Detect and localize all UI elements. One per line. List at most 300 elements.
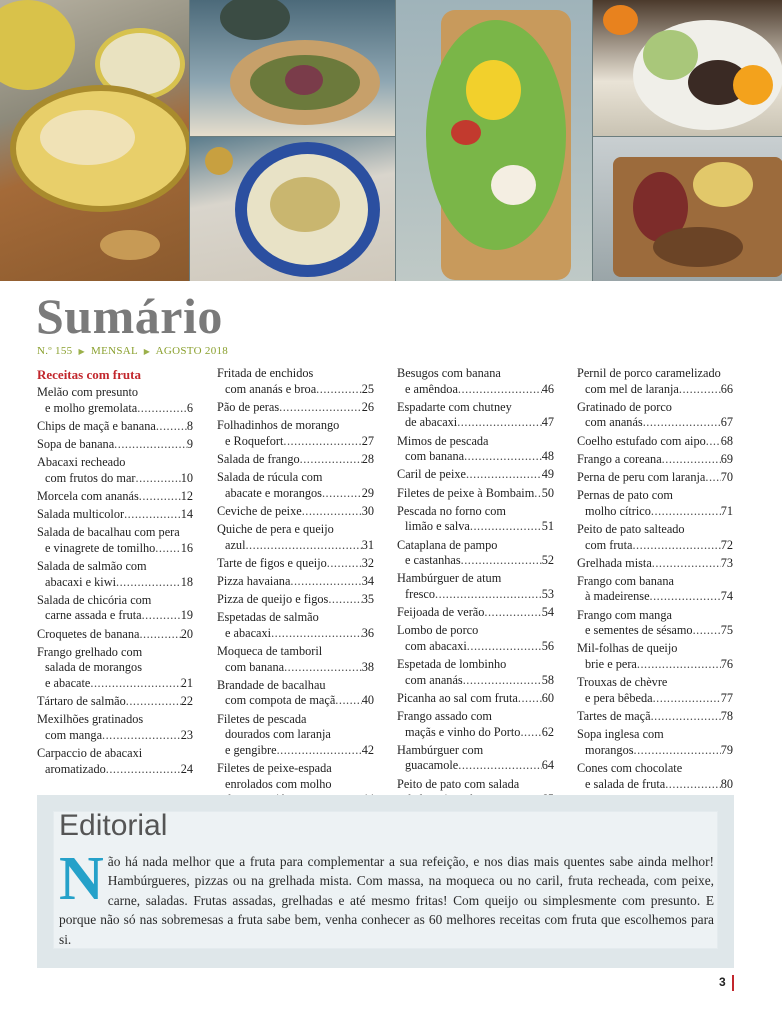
entry-last-line xyxy=(37,489,193,505)
dot-leader xyxy=(652,556,721,572)
entry-last-line xyxy=(37,507,193,523)
dot-leader xyxy=(435,587,542,603)
entry-page-number: 49 xyxy=(541,467,554,482)
entry-last-line xyxy=(217,556,374,572)
entry-title-line: com ananás e broa xyxy=(225,381,317,396)
entry-title-line: e abacaxi xyxy=(225,625,272,640)
entry-page-number: 22 xyxy=(180,694,193,709)
entry-page-number: 62 xyxy=(541,724,554,739)
dot-leader xyxy=(458,758,541,774)
dot-leader xyxy=(518,691,542,707)
entry-title-line: Pernil de porco caramelizado xyxy=(577,366,721,380)
dot-leader xyxy=(90,676,180,692)
entry-title-line: Cataplana de pampo xyxy=(397,537,498,552)
contents-entry xyxy=(37,694,193,710)
entry-last-line xyxy=(217,592,374,608)
dot-leader xyxy=(706,434,721,450)
entry-page-number: 29 xyxy=(361,485,374,500)
entry-page-number: 8 xyxy=(186,418,193,433)
entry-page-number: 19 xyxy=(180,608,193,623)
dot-leader xyxy=(643,415,721,431)
entry-page-number: 73 xyxy=(720,555,733,570)
entry-page-number: 51 xyxy=(541,519,554,534)
photo-stuffed-pineapple xyxy=(0,0,189,281)
contents-entry xyxy=(397,605,554,621)
contents-entry xyxy=(397,657,554,688)
entry-page-number: 80 xyxy=(720,776,733,791)
editorial-title: Editorial xyxy=(59,809,168,842)
entry-last-line xyxy=(37,401,193,417)
photo-fish-plate xyxy=(190,137,395,281)
entry-title-line: limão e salva xyxy=(405,519,470,534)
entry-last-line xyxy=(217,452,374,468)
contents-entry xyxy=(217,712,374,759)
entry-title-line: Frango grelhado com xyxy=(37,644,143,659)
dot-leader xyxy=(300,452,362,468)
contents-entry xyxy=(397,571,554,602)
contents-entry xyxy=(397,623,554,654)
entry-title-line: Pescada no forno com xyxy=(397,503,506,518)
contents-entry xyxy=(397,709,554,740)
entry-last-line xyxy=(37,608,193,624)
entry-title-line: Filetes de peixe-espada xyxy=(217,760,332,775)
entry-last-line xyxy=(217,626,374,642)
dot-leader xyxy=(277,743,362,759)
entry-last-line xyxy=(577,743,733,759)
entry-page-number: 46 xyxy=(541,381,554,396)
entry-page-number: 56 xyxy=(541,638,554,653)
entry-page-number: 78 xyxy=(720,709,733,723)
entry-page-number: 38 xyxy=(361,659,374,674)
dot-leader xyxy=(139,627,180,643)
contents-entry xyxy=(577,522,733,553)
entry-title-line: Croquetes de banana xyxy=(37,626,140,641)
dot-leader xyxy=(665,777,720,793)
entry-page-number: 27 xyxy=(361,433,374,448)
entry-title-line: Salada de rúcula com xyxy=(217,469,323,484)
contents-entry xyxy=(577,452,733,468)
entry-title-line: Abacaxi recheado xyxy=(37,455,126,470)
entry-title-line: Caril de peixe xyxy=(397,467,466,482)
entry-last-line xyxy=(577,691,733,707)
entry-page-number: 31 xyxy=(361,537,374,552)
entry-title-line: Feijoada de verão xyxy=(397,605,485,620)
dot-leader xyxy=(662,452,721,468)
dot-leader xyxy=(650,589,721,605)
entry-title-line: e castanhas xyxy=(405,553,461,568)
entry-page-number: 67 xyxy=(720,415,733,430)
entry-page-number: 10 xyxy=(180,470,193,485)
entry-last-line xyxy=(577,777,733,793)
entry-last-line xyxy=(397,673,554,689)
entry-page-number: 58 xyxy=(541,672,554,687)
contents-entry xyxy=(37,559,193,590)
entry-title-line: Fritada de enchidos xyxy=(217,366,314,380)
entry-title-line: com ananás xyxy=(585,415,643,430)
photo-colorful-salad xyxy=(396,0,592,281)
contents-entry xyxy=(577,709,733,725)
entry-last-line xyxy=(397,486,554,502)
contents-entry xyxy=(577,470,733,486)
contents-entry xyxy=(577,556,733,572)
entry-title-line: Brandade de bacalhau xyxy=(217,677,326,692)
entry-page-number: 26 xyxy=(361,399,374,414)
entry-page-number: 76 xyxy=(720,657,733,672)
food-photo-strip xyxy=(0,0,782,281)
entry-last-line xyxy=(217,504,374,520)
entry-title-line: Coelho estufado com aipo xyxy=(577,433,706,448)
contents-entry xyxy=(397,467,554,483)
entry-page-number: 71 xyxy=(720,503,733,518)
entry-last-line xyxy=(577,452,733,468)
entry-title-line: Pão de peras xyxy=(217,399,280,414)
contents-column-2 xyxy=(217,366,374,810)
contents-entry xyxy=(37,437,193,453)
entry-page-number: 40 xyxy=(361,693,374,708)
contents-entry xyxy=(217,610,374,641)
entry-last-line xyxy=(37,762,193,778)
entry-last-line xyxy=(397,605,554,621)
contents-entry xyxy=(37,385,193,416)
entry-last-line xyxy=(397,382,554,398)
entry-last-line xyxy=(397,758,554,774)
entry-page-number: 75 xyxy=(720,623,733,638)
entry-title-line: Sopa de banana xyxy=(37,436,115,451)
contents-entry xyxy=(577,574,733,605)
dot-leader xyxy=(322,486,362,502)
photo-rice-bowl-orange xyxy=(593,0,782,136)
entry-last-line xyxy=(577,556,733,572)
dot-leader xyxy=(653,691,721,707)
entry-title-line: brie e pera xyxy=(585,657,637,672)
entry-page-number: 50 xyxy=(541,485,554,500)
dot-leader xyxy=(271,626,362,642)
entry-page-number: 48 xyxy=(541,449,554,464)
dot-leader xyxy=(466,467,542,483)
entry-title-line: e salada de fruta xyxy=(585,776,666,791)
entry-title-line: salada de morangos xyxy=(45,660,142,675)
entry-page-number: 28 xyxy=(361,451,374,466)
entry-last-line xyxy=(397,639,554,655)
contents-entry xyxy=(577,727,733,758)
entry-title-line: Gratinado de porco xyxy=(577,399,672,414)
entry-title-line: e gengibre xyxy=(225,742,277,757)
entry-title-line: carne assada e fruta xyxy=(45,608,142,623)
entry-last-line xyxy=(37,471,193,487)
entry-title-line: com compota de maçã xyxy=(225,693,336,708)
dot-leader xyxy=(705,470,720,486)
entry-title-line: com manga xyxy=(45,728,103,742)
dot-leader xyxy=(114,437,187,453)
contents-entry xyxy=(577,366,733,397)
entry-title-line: Filetes de peixe à Bombaim xyxy=(397,485,535,500)
entry-last-line xyxy=(37,437,193,453)
contents-entry xyxy=(217,400,374,416)
entry-page-number: 74 xyxy=(720,589,733,604)
contents-entry xyxy=(577,434,733,450)
issue-date: AGOSTO 2018 xyxy=(155,345,229,357)
entry-page-number: 14 xyxy=(180,507,193,522)
dot-leader xyxy=(279,400,362,416)
dot-leader xyxy=(467,639,542,655)
dot-leader xyxy=(327,556,362,572)
entry-title-line: Melão com presunto xyxy=(37,385,139,399)
entry-page-number: 34 xyxy=(361,573,374,588)
entry-title-line: Perna de peru com laranja xyxy=(577,469,706,484)
entry-title-line: com banana xyxy=(225,659,285,674)
entry-page-number: 30 xyxy=(361,503,374,518)
entry-page-number: 25 xyxy=(361,381,374,396)
entry-title-line: morangos xyxy=(585,742,634,757)
entry-last-line xyxy=(37,419,193,435)
entry-last-line xyxy=(577,623,733,639)
entry-title-line: Salada de salmão com xyxy=(37,559,147,574)
dot-leader xyxy=(520,725,541,741)
contents-entry xyxy=(397,366,554,397)
separator-triangle-icon: ▶ xyxy=(143,347,151,356)
entry-title-line: Filetes de pescada xyxy=(217,711,307,726)
contents-column-1 xyxy=(37,366,193,780)
entry-last-line xyxy=(577,470,733,486)
entry-last-line xyxy=(397,449,554,465)
entry-page-number: 32 xyxy=(361,555,374,570)
entry-last-line xyxy=(217,434,374,450)
entry-last-line xyxy=(397,587,554,603)
contents-entry xyxy=(217,556,374,572)
entry-title-line: Hambúrguer com xyxy=(397,742,484,757)
entry-title-line: Pizza havaiana xyxy=(217,573,291,588)
dot-leader xyxy=(139,489,181,505)
contents-entry xyxy=(577,641,733,672)
entry-title-line: Tarte de figos e queijo xyxy=(217,555,327,570)
dot-leader xyxy=(106,762,181,778)
entry-page-number: 72 xyxy=(720,537,733,552)
entry-page-number: 66 xyxy=(720,381,733,396)
entry-last-line xyxy=(37,627,193,643)
dot-leader xyxy=(116,575,181,591)
entry-title-line: Cones com chocolate xyxy=(577,760,683,775)
entry-title-line: Chips de maçã e banana xyxy=(37,418,156,433)
page-number: 3 xyxy=(719,975,726,989)
contents-entry xyxy=(37,627,193,643)
entry-page-number: 6 xyxy=(186,400,193,415)
entry-page-number: 24 xyxy=(180,761,193,776)
contents-entry xyxy=(217,644,374,675)
dot-leader xyxy=(634,743,721,759)
entry-title-line: Espadarte com chutney xyxy=(397,399,512,414)
entry-page-number: 53 xyxy=(541,586,554,601)
entry-last-line xyxy=(577,657,733,673)
contents-entry xyxy=(37,746,193,777)
entry-page-number: 42 xyxy=(361,742,374,757)
entry-title-line: à madeirense xyxy=(585,589,650,604)
entry-title-line: Espetada de lombinho xyxy=(397,657,507,672)
entry-last-line xyxy=(397,467,554,483)
contents-entry xyxy=(397,743,554,774)
entry-title-line: Mil-folhas de queijo xyxy=(577,641,678,656)
dot-leader xyxy=(484,605,541,621)
entry-title-line: com ananás xyxy=(405,672,463,687)
contents-entry xyxy=(217,418,374,449)
entry-title-line: Peito de pato com salada xyxy=(397,776,520,791)
contents-entry xyxy=(217,452,374,468)
entry-title-line: Mexilhões gratinados xyxy=(37,712,144,727)
entry-page-number: 12 xyxy=(180,488,193,503)
entry-title-line: Lombo de porco xyxy=(397,623,479,638)
entry-page-number: 16 xyxy=(180,540,193,555)
entry-title-line: e Roquefort xyxy=(225,433,284,448)
dot-leader xyxy=(284,660,362,676)
photo-fig-flatbread xyxy=(190,0,395,136)
contents-entry xyxy=(37,525,193,556)
dot-leader xyxy=(632,538,720,554)
entry-title-line: Hambúrguer de atum xyxy=(397,571,502,586)
entry-last-line xyxy=(217,400,374,416)
entry-title-line: Pizza de queijo e figos xyxy=(217,592,329,607)
entry-last-line xyxy=(37,541,193,557)
entry-last-line xyxy=(217,660,374,676)
entry-title-line: com fruta xyxy=(585,537,633,552)
entry-title-line: Tártaro de salmão xyxy=(37,694,126,709)
contents-entry xyxy=(397,434,554,465)
entry-title-line: e molho gremolata xyxy=(45,400,138,415)
entry-page-number: 64 xyxy=(541,758,554,773)
page-title: Sumário xyxy=(36,288,223,344)
entry-title-line: molho cítrico xyxy=(585,503,651,518)
contents-entry xyxy=(217,504,374,520)
entry-page-number: 54 xyxy=(541,605,554,620)
dot-leader xyxy=(302,504,362,520)
contents-entry xyxy=(397,400,554,431)
entry-last-line xyxy=(37,575,193,591)
editorial-text xyxy=(59,845,714,949)
contents-entry xyxy=(397,538,554,569)
entry-last-line xyxy=(217,382,374,398)
entry-last-line xyxy=(37,676,193,692)
entry-title-line: Ceviche de peixe xyxy=(217,503,302,518)
entry-title-line: com abacaxi xyxy=(405,638,467,653)
entry-page-number: 9 xyxy=(186,436,193,451)
contents-entry xyxy=(217,366,374,397)
entry-last-line xyxy=(577,589,733,605)
contents-column-3 xyxy=(397,366,554,810)
entry-last-line xyxy=(397,725,554,741)
contents-entry xyxy=(37,489,193,505)
contents-entry xyxy=(577,608,733,639)
dot-leader xyxy=(245,538,361,554)
entry-title-line: Frango com manga xyxy=(577,607,672,622)
entry-title-line: aromatizado xyxy=(45,761,106,776)
entry-last-line xyxy=(217,486,374,502)
dot-leader xyxy=(335,693,361,709)
dot-leader xyxy=(651,709,721,725)
issue-number: N.º 155 xyxy=(37,345,73,357)
entry-last-line xyxy=(397,519,554,535)
dot-leader xyxy=(328,592,361,608)
entry-page-number: 60 xyxy=(541,690,554,705)
contents-entry xyxy=(217,522,374,553)
contents-entry xyxy=(217,678,374,709)
entry-title-line: Frango assado com xyxy=(397,709,492,723)
entry-last-line xyxy=(397,415,554,431)
dot-leader xyxy=(156,419,187,435)
entry-page-number: 52 xyxy=(541,553,554,568)
entry-last-line xyxy=(577,434,733,450)
contents-entry xyxy=(217,470,374,501)
contents-entry xyxy=(37,712,193,743)
entry-page-number: 20 xyxy=(180,626,193,641)
entry-page-number: 23 xyxy=(180,728,193,742)
contents-entry xyxy=(217,574,374,590)
entry-title-line: abacaxi e kiwi xyxy=(45,574,117,589)
contents-entry xyxy=(577,488,733,519)
entry-title-line: guacamole xyxy=(405,758,459,773)
entry-last-line xyxy=(397,691,554,707)
entry-title-line: com banana xyxy=(405,449,465,464)
entry-title-line: Morcela com ananás xyxy=(37,488,139,503)
dot-leader xyxy=(124,507,181,523)
dot-leader xyxy=(679,382,721,398)
contents-entry xyxy=(37,645,193,692)
entry-last-line xyxy=(217,538,374,554)
entry-last-line xyxy=(397,553,554,569)
entry-title-line: e pera bêbeda xyxy=(585,690,653,705)
entry-page-number: 79 xyxy=(720,742,733,757)
entry-title-line: Tartes de maçã xyxy=(577,709,651,723)
contents-entry xyxy=(37,507,193,523)
entry-title-line: e sementes de sésamo xyxy=(585,623,693,638)
page-number-bar xyxy=(732,975,734,991)
contents-entry xyxy=(37,593,193,624)
entry-title-line: enrolados com molho xyxy=(225,776,332,791)
entry-title-line: Salada multicolor xyxy=(37,507,125,522)
entry-page-number: 77 xyxy=(720,690,733,705)
dot-leader xyxy=(137,401,187,417)
contents-entry xyxy=(217,592,374,608)
dot-leader xyxy=(142,608,181,624)
dot-leader xyxy=(126,694,181,710)
entry-title-line: Salada de chicória com xyxy=(37,592,152,607)
dot-leader xyxy=(283,434,361,450)
entry-title-line: Besugos com banana xyxy=(397,366,501,380)
entry-last-line xyxy=(577,382,733,398)
entry-title-line: e abacate xyxy=(45,676,91,691)
entry-title-line: e amêndoa xyxy=(405,381,458,396)
entry-title-line: azul xyxy=(225,537,246,552)
entry-title-line: de abacaxi xyxy=(405,415,458,430)
entry-title-line: abacate e morangos xyxy=(225,485,322,500)
entry-last-line xyxy=(577,415,733,431)
entry-page-number: 21 xyxy=(180,676,193,691)
entry-page-number: 47 xyxy=(541,415,554,430)
entry-title-line: Peito de pato salteado xyxy=(577,521,685,536)
entry-title-line: Trouxas de chèvre xyxy=(577,675,668,690)
entry-page-number: 35 xyxy=(361,592,374,607)
editorial-dropcap: N xyxy=(59,845,104,913)
entry-title-line: Sopa inglesa com xyxy=(577,727,664,742)
entry-title-line: Grelhada mista xyxy=(577,555,652,570)
entry-title-line: dourados com laranja xyxy=(225,727,331,742)
dot-leader xyxy=(470,519,542,535)
dot-leader xyxy=(637,657,721,673)
editorial-body: ão há nada melhor que a fruta para complementar a sua refeição, e nos dias mais quentes sabe ainda melhor! Hambúrgueres, pizzas ou na grelhada mista. Com massa, na moqueca ou no caril, fruta recheada, com peixe, carne, saladas. Frutas assadas, grelhadas e até mesmo fritas! Com queijo ou simplesmente com presunto. E porque não só nas sobremesas a fruta sabe bem, venha conhecer as 60 melhores receitas com fruta que escolhemos para si. xyxy=(59,854,714,947)
photo-mixed-grill xyxy=(593,137,782,281)
entry-last-line xyxy=(217,693,374,709)
contents-entry xyxy=(577,400,733,431)
entry-title-line: com frutos do mar xyxy=(45,470,136,485)
dot-leader xyxy=(457,415,541,431)
dot-leader xyxy=(458,382,542,398)
